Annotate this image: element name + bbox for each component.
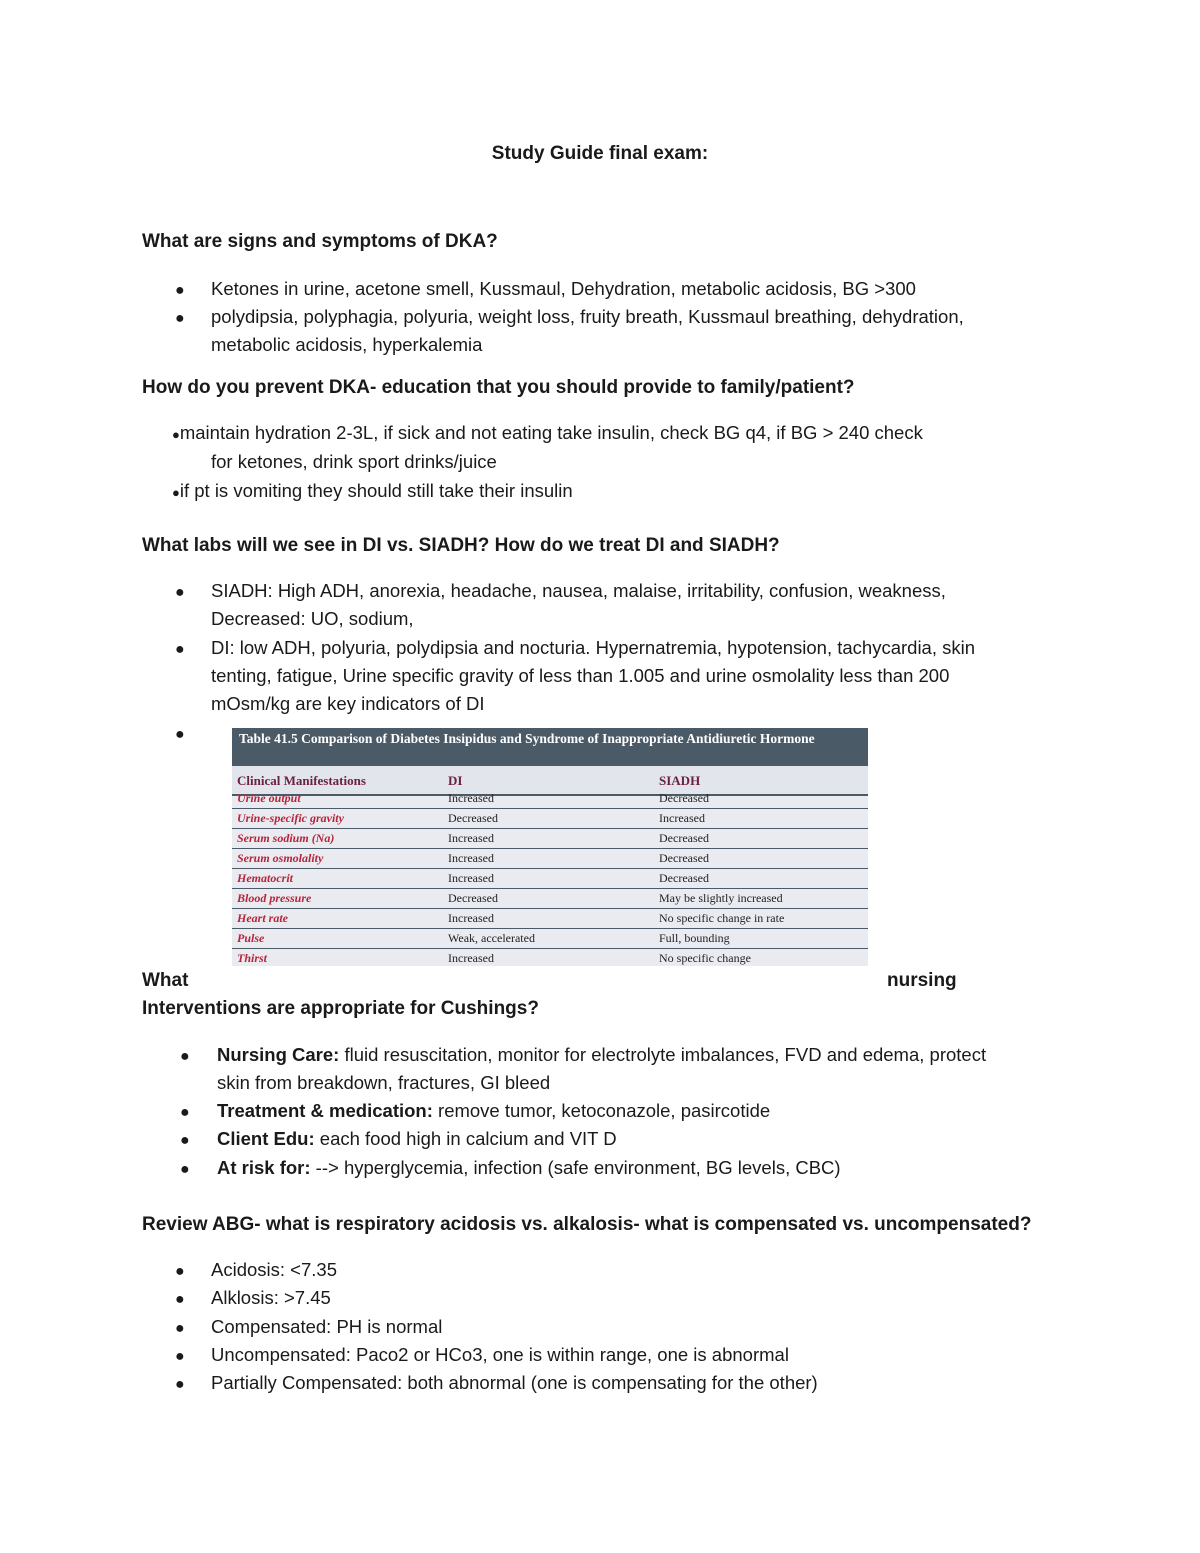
prevent-heading: How do you prevent DKA- education that you should provide to family/patient? — [142, 377, 855, 398]
table-row — [232, 928, 868, 949]
bullet-icon: ● — [172, 485, 180, 500]
table-cell: Blood pressure — [237, 891, 312, 905]
prevent-line-3-text: if pt is vomiting they should still take their insulin — [179, 480, 573, 501]
abg-bullet-1: Acidosis: <7.35 — [211, 1259, 337, 1280]
table-cell: Decreased — [659, 831, 709, 845]
table-cell: Urine-specific gravity — [237, 811, 344, 825]
bullet-icon: ● — [172, 427, 180, 442]
table-row — [232, 788, 868, 809]
di-line-3: DI: low ADH, polyuria, polydipsia and nocturia. Hypernatremia, hypotension, tachycardia, skin — [211, 637, 976, 658]
table-row — [232, 848, 868, 869]
table-cell: Increased — [659, 811, 705, 825]
bullet-icon: ● — [175, 1348, 185, 1365]
dka-bullet-2-cont: metabolic acidosis, hyperkalemia — [211, 334, 483, 355]
item-label: Nursing Care: — [217, 1044, 340, 1065]
table-row — [232, 948, 868, 966]
table-row — [232, 888, 868, 909]
table-cell: May be slightly increased — [659, 891, 783, 905]
bullet-icon: ● — [175, 282, 185, 299]
prevent-line-1-text: maintain hydration 2-3L, if sick and not eating take insulin, check BG q4, if BG > 240 check — [179, 422, 923, 443]
bullet-icon: ● — [175, 641, 185, 658]
table-cell: No specific change in rate — [659, 911, 785, 925]
di-line-1: SIADH: High ADH, anorexia, headache, nausea, malaise, irritability, confusion, weakness, — [211, 580, 946, 601]
table-cell: Hematocrit — [237, 871, 293, 885]
bullet-icon: ● — [175, 584, 185, 601]
table-row — [232, 908, 868, 929]
table-cell: Decreased — [448, 811, 498, 825]
table-cell: Urine output — [237, 791, 301, 805]
abg-bullet-3: Compensated: PH is normal — [211, 1316, 443, 1337]
table-row — [232, 828, 868, 849]
abg-heading: Review ABG- what is respiratory acidosis vs. alkalosis- what is compensated vs. uncompensated? — [142, 1214, 1032, 1235]
table-header-siadh: SIADH — [659, 773, 701, 788]
table-cell: Increased — [448, 831, 494, 845]
cushings-item-nursing-care — [217, 1044, 986, 1066]
table-cell: Increased — [448, 911, 494, 925]
bullet-icon: ● — [175, 1376, 185, 1393]
table-cell: Full, bounding — [659, 931, 730, 945]
table-cell: Decreased — [659, 791, 709, 805]
table-title: Table 41.5 Comparison of Diabetes Insipidus and Syndrome of Inappropriate Antidiuretic Hormone — [232, 728, 868, 766]
table-cell: Increased — [448, 871, 494, 885]
cushings-heading-line2: Interventions are appropriate for Cushings? — [142, 998, 539, 1019]
bullet-icon: ● — [180, 1104, 190, 1121]
table-row — [232, 868, 868, 889]
item-text: each food high in calcium and VIT D — [314, 1128, 617, 1149]
cushings-item-treatment — [217, 1100, 770, 1122]
item-text: fluid resuscitation, monitor for electrolyte imbalances, FVD and edema, protect — [339, 1044, 987, 1065]
di-line-5: mOsm/kg are key indicators of DI — [211, 693, 485, 714]
table-cell: No specific change — [659, 951, 751, 965]
bullet-icon: ● — [180, 1161, 190, 1178]
table-header-manifestations: Clinical Manifestations — [237, 773, 366, 788]
table-cell: Weak, accelerated — [448, 931, 535, 945]
table-cell: Serum sodium (Na) — [237, 831, 335, 845]
dka-bullet-1: Ketones in urine, acetone smell, Kussmaul, Dehydration, metabolic acidosis, BG >300 — [211, 278, 916, 299]
table-cell: Increased — [448, 791, 494, 805]
prevent-line-1 — [172, 422, 923, 444]
table-cell: Serum osmolality — [237, 851, 324, 865]
bullet-icon: ● — [175, 1291, 185, 1308]
table-cell: Heart rate — [237, 911, 288, 925]
comparison-table-figure — [232, 728, 868, 966]
cushings-heading-right: nursing — [887, 970, 957, 991]
cushings-item-nursing-care-cont: skin from breakdown, fractures, GI bleed — [217, 1072, 551, 1093]
abg-bullet-4: Uncompensated: Paco2 or HCo3, one is within range, one is abnormal — [211, 1344, 789, 1365]
di-heading: What labs will we see in DI vs. SIADH? How do we treat DI and SIADH? — [142, 535, 780, 556]
table-cell: Thirst — [237, 951, 268, 965]
prevent-line-3 — [172, 480, 573, 502]
item-text: remove tumor, ketoconazole, pasircotide — [432, 1100, 771, 1121]
prevent-line-2: for ketones, drink sport drinks/juice — [211, 451, 497, 472]
table-cell: Decreased — [659, 871, 709, 885]
table-row — [232, 808, 868, 829]
di-line-2: Decreased: UO, sodium, — [211, 608, 414, 629]
abg-bullet-5: Partially Compensated: both abnormal (one is compensating for the other) — [211, 1372, 818, 1393]
table-cell: Increased — [448, 851, 494, 865]
bullet-icon: ● — [180, 1132, 190, 1149]
cushings-item-client-edu — [217, 1128, 617, 1150]
cushings-heading-left: What — [142, 970, 189, 991]
cushings-item-at-risk — [217, 1157, 841, 1179]
item-text: --> hyperglycemia, infection (safe environment, BG levels, CBC) — [310, 1157, 841, 1178]
table-header-di: DI — [448, 773, 463, 788]
bullet-icon: ● — [175, 1320, 185, 1337]
di-line-4: tenting, fatigue, Urine specific gravity of less than 1.005 and urine osmolality less than 200 — [211, 665, 950, 686]
bullet-icon: ● — [175, 726, 185, 743]
table-cell: Decreased — [659, 851, 709, 865]
table-cell: Pulse — [237, 931, 265, 945]
bullet-icon: ● — [175, 1263, 185, 1280]
item-label: At risk for: — [217, 1157, 311, 1178]
table-cell: Decreased — [448, 891, 498, 905]
abg-bullet-2: Alklosis: >7.45 — [211, 1287, 331, 1308]
table-cell: Increased — [448, 951, 494, 965]
item-label: Client Edu: — [217, 1128, 315, 1149]
item-label: Treatment & medication: — [217, 1100, 433, 1121]
dka-bullet-2: polydipsia, polyphagia, polyuria, weight loss, fruity breath, Kussmaul breathing, dehydration, — [211, 306, 964, 327]
bullet-icon: ● — [175, 310, 185, 327]
page-title: Study Guide final exam: — [491, 143, 709, 164]
bullet-icon: ● — [180, 1048, 190, 1065]
dka-heading: What are signs and symptoms of DKA? — [142, 231, 498, 252]
